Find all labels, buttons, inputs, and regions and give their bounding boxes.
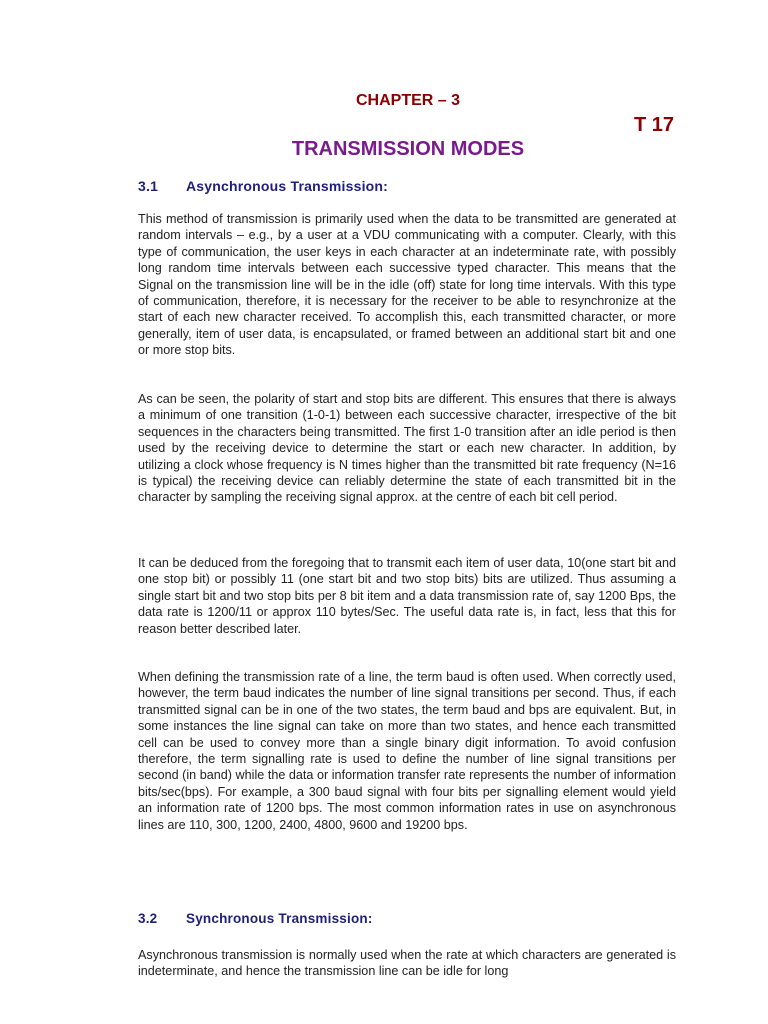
section-heading-3-2 — [138, 911, 373, 926]
page-tag: T 17 — [634, 114, 675, 136]
chapter-label: CHAPTER – 3 — [355, 92, 461, 109]
section-title: Asynchronous Transmission: — [186, 178, 389, 194]
paragraph: It can be deduced from the foregoing that to transmit each item of user data, 10(one start bit and one stop bit) or possibly 11 (one start bit and two stop bits) bits are utilized. Thus assuming a single start bit and two stop bits per 8 bit item and a data transmission rate of, say 1200 Bps, the data rate is 1200/11 or approx 110 bytes/Sec. The useful data rate is, in fact, less that this for reason better described later. — [138, 556, 676, 636]
paragraph: When defining the transmission rate of a line, the term baud is often used. When correctly used, however, the term baud indicates the number of line signal transitions per second. Thus, if each transmitted signal can be in one of the two states, the term baud and bps are equivalent. But, in some instances the line signal can take on more than two states, and hence each transmitted cell can be used to convey more than a single binary digit information. To avoid confusion therefore, the term signalling rate is used to define the number of line signal transitions per second (in band) while the data or information transfer rate represents the number of information bits/sec(bps). For example, a 300 baud signal with four bits per signalling element would yield an information rate of 1200 bps. The most common information rates in use on asynchronous lines are 110, 300, 1200, 2400, 4800, 9600 and 19200 bps. — [138, 670, 676, 832]
paragraph: Asynchronous transmission is normally used when the rate at which characters are generated is indeterminate, and hence the transmission line can be idle for long — [138, 948, 676, 979]
section-number: 3.1 — [138, 178, 159, 194]
paragraph: This method of transmission is primarily used when the data to be transmitted are generated at random intervals – e.g., by a user at a VDU communicating with a computer. Clearly, with this type of communication, the user keys in each character at an indeterminate rate, with possibly long random time intervals between each successive typed character. This means that the Signal on the transmission line will be in the idle (off) state for long time intervals. With this type of communication, therefore, it is necessary for the receiver to be able to resynchronize at the start of each new character received. To accomplish this, each transmitted character, or more generally, item of user data, is encapsulated, or framed between an additional start bit and one or more stop bits. — [138, 212, 676, 358]
section-title: Synchronous Transmission: — [186, 911, 373, 926]
chapter-title: TRANSMISSION MODES — [291, 138, 525, 160]
section-number: 3.2 — [138, 911, 158, 926]
paragraph: As can be seen, the polarity of start and stop bits are different. This ensures that there is always a minimum of one transition (1-0-1) between each successive character, irrespective of the bit sequences in the characters being transmitted. The first 1-0 transition after an idle period is then used by the receiving device to determine the start or each new character. In addition, by utilizing a clock whose frequency is N times higher than the transmitted bit rate frequency (N=16 is typical) the receiving device can reliably determine the state of each transmitted bit in the character by sampling the receiving signal approx. at the centre of each bit cell period. — [138, 392, 676, 505]
section-heading-3-1 — [138, 178, 388, 194]
